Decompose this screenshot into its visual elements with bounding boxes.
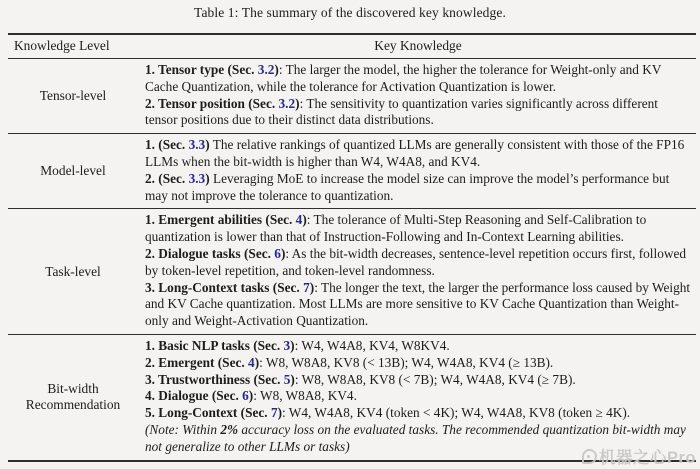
text-segment: ): [277, 405, 283, 421]
key-knowledge-item: [145, 280, 693, 330]
section-ref: 3.2: [257, 62, 275, 77]
section-ref: 3.2: [278, 95, 296, 111]
key-knowledge-item: [145, 62, 693, 96]
text-segment: : W8, W8A8, KV8 (< 7B); W4, W4A8, KV4 (≥ 7B).: [294, 371, 576, 387]
text-segment: : The longer the text, the larger the performance loss caused by Weight and KV Cache quantization. Most LLMs are more sensitive to KV Cache Quantization than Weight-only and Weight-Activation Quantization.: [145, 279, 691, 329]
key-knowledge-item: [145, 338, 693, 355]
key-knowledge-cell: [138, 209, 696, 334]
table-row: [8, 208, 696, 334]
key-knowledge-cell: [138, 59, 696, 133]
section-ref: 4: [248, 354, 255, 370]
text-segment: 3. Long-Context tasks (Sec.: [145, 279, 304, 295]
section-ref: 5: [283, 371, 291, 387]
section-ref: 6: [274, 245, 281, 261]
text-segment: Leveraging MoE to increase the model size can improve the model’s performance but may not improve the tolerance to quantization.: [145, 170, 670, 203]
text-segment: : W4, W4A8, KV4 (token < 4K); W4, W4A8, KV8 (token ≥ 4K).: [282, 405, 631, 421]
section-ref: 3.3: [188, 170, 206, 186]
knowledge-level-cell: Task-level: [45, 263, 101, 279]
text-segment: ): [205, 137, 210, 153]
text-segment: 2. (Sec.: [145, 170, 189, 186]
key-knowledge-item: [145, 212, 693, 246]
text-segment: 2. Tensor position (Sec.: [145, 95, 279, 111]
table-body: [8, 59, 696, 460]
text-segment: 1. (Sec.: [145, 137, 189, 153]
text-segment: : As the bit-width decreases, sentence-level repetition occurs first, followed by token-level repetition, and token-level randomness.: [145, 245, 686, 278]
key-knowledge-item: [145, 405, 693, 422]
key-knowledge-cell: [138, 134, 696, 208]
key-knowledge-cell: [138, 335, 696, 460]
key-knowledge-item: [145, 388, 693, 405]
text-segment: 1. Basic NLP tasks (Sec.: [145, 337, 284, 353]
text-segment: The relative rankings of quantized LLMs are generally consistent with those of the FP16 LLMs when the bit-width is higher than W4, W4A8, and KV4.: [145, 137, 685, 169]
text-segment: ): [295, 95, 300, 111]
key-knowledge-item: [145, 246, 693, 280]
key-knowledge-item: [145, 137, 693, 171]
text-segment: ): [290, 337, 295, 353]
text-segment: : The sensitivity to quantization varies significantly across different tensor positions due to their distinct data distributions.: [145, 95, 659, 128]
key-knowledge-item: [145, 96, 693, 130]
text-segment: ): [248, 388, 254, 404]
text-segment: 3. Trustworthiness (Sec.: [145, 371, 284, 387]
text-segment: accuracy loss on the evaluated tasks. The recommended quantization bit-width may not generalize to other LLMs or tasks): [145, 421, 686, 454]
text-segment: : W4, W4A8, KV4, W8KV4.: [294, 337, 450, 353]
column-header-knowledge-level: Knowledge Level: [14, 38, 110, 53]
text-segment: : The larger the model, the higher the tolerance for Weight-only and KV Cache Quantization, while the tolerance for Activation Quantization is lower.: [145, 62, 662, 94]
section-ref: 7: [303, 279, 310, 295]
section-ref: 4: [295, 212, 303, 228]
table-row: [8, 133, 696, 208]
text-segment: ): [302, 212, 307, 228]
table-header-row: [8, 35, 696, 59]
text-segment: ): [290, 371, 295, 387]
section-ref: 7: [270, 405, 278, 421]
text-segment: ): [205, 170, 210, 186]
text-segment: : The tolerance of Multi-Step Reasoning and Self-Calibration to quantization is lower than that of Instruction-Following and In-Context Learning abilities.: [145, 212, 647, 245]
text-segment: : W8, W8A8, KV4.: [253, 388, 357, 404]
key-knowledge-item: [145, 355, 693, 372]
table-row: [8, 59, 696, 133]
watermark-text: 机器之心Pro: [598, 449, 696, 467]
knowledge-level-cell: Model-level: [40, 163, 106, 179]
text-segment: ): [254, 354, 260, 370]
text-segment: ): [280, 245, 286, 261]
text-segment: 5. Long-Context (Sec.: [145, 405, 271, 421]
section-ref: 6: [242, 388, 249, 404]
text-segment: 1. Emergent abilities (Sec.: [145, 212, 296, 228]
section-ref: 3.3: [188, 137, 206, 153]
text-segment: ): [309, 279, 315, 295]
summary-table: [8, 33, 696, 462]
table-caption: Table 1: The summary of the discovered key knowledge.: [194, 5, 506, 20]
text-segment: (Note: Within: [145, 421, 221, 437]
text-segment: 4. Dialogue (Sec.: [145, 388, 243, 404]
key-knowledge-item: [145, 422, 693, 456]
text-segment: ): [274, 62, 279, 77]
text-segment: : W8, W8A8, KV8 (< 13B); W4, W4A8, KV4 (≥ 13B).: [259, 354, 554, 370]
column-header-key-knowledge: Key Knowledge: [374, 38, 462, 53]
text-segment: 2. Emergent (Sec.: [145, 354, 249, 370]
text-segment: 1. Tensor type (Sec.: [145, 62, 258, 77]
knowledge-level-cell: Tensor-level: [39, 88, 107, 104]
section-ref: 3: [283, 337, 291, 353]
key-knowledge-item: [145, 171, 693, 205]
key-knowledge-item: [145, 372, 693, 389]
table-row: [8, 334, 696, 460]
text-segment: 2%: [220, 421, 239, 437]
knowledge-level-cell: Bit-width Recommendation: [25, 381, 121, 413]
text-segment: 2. Dialogue tasks (Sec.: [145, 245, 275, 261]
